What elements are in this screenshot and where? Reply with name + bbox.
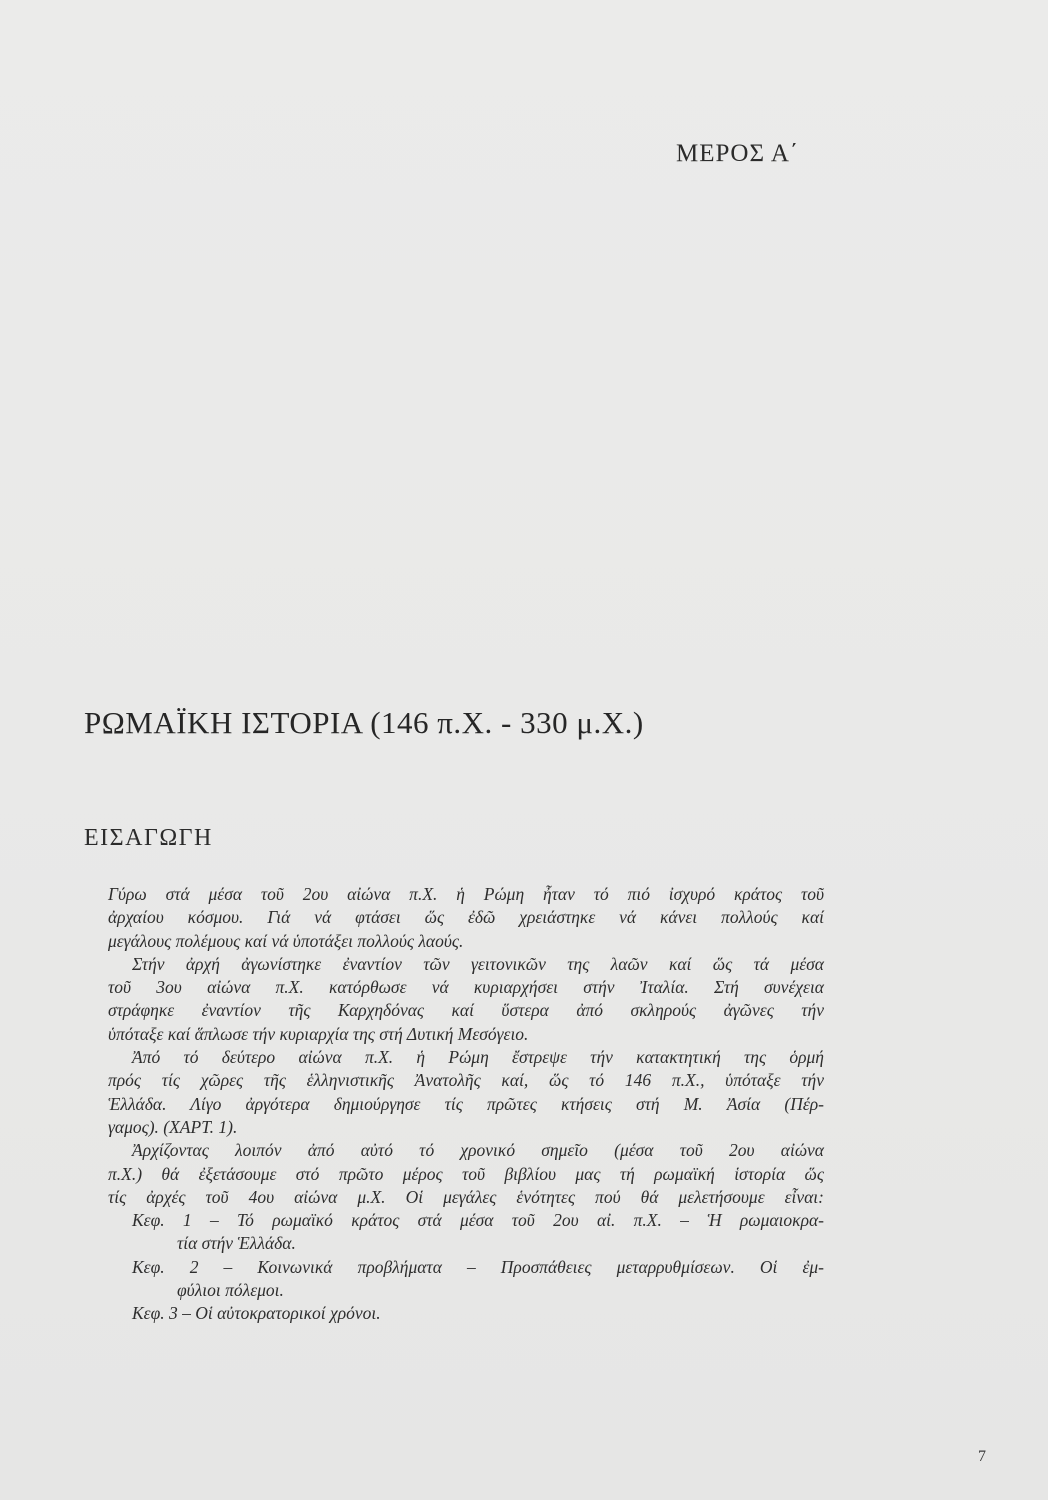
text-line: μεγάλους πολέμους καί νά ὑποτάξει πολλούς λαούς. [108, 930, 464, 951]
chapter-list-item-continuation: τία στήν Ἑλλάδα. [177, 1233, 296, 1254]
chapter-list-item: Κεφ. 1 – Τό ρωμαϊκό κράτος στά μέσα τοῦ 2ου αἰ. π.Χ. – Ἡ ρωμαιοκρα- [132, 1210, 824, 1231]
part-heading: ΜΕΡΟΣ Α΄ [676, 140, 800, 167]
chapter-list-item: Κεφ. 3 – Οἱ αὐτοκρατορικοί χρόνοι. [132, 1303, 381, 1324]
text-line: τίς ἀρχές τοῦ 4ου αἰώνα μ.Χ. Οἱ μεγάλες ἑνότητες πού θά μελετήσουμε εἶναι: [108, 1186, 824, 1207]
body-text [108, 883, 824, 1326]
chapter-list-item: Κεφ. 2 – Κοινωνικά προβλήματα – Προσπάθειες μεταρρυθμίσεων. Οἱ ἐμ- [132, 1256, 824, 1277]
text-line: Γύρω στά μέσα τοῦ 2ου αἰώνα π.Χ. ἡ Ρώμη ἦταν τό πιό ἰσχυρό κράτος τοῦ [108, 884, 824, 904]
section-heading: ΕΙΣΑΓΩΓΗ [84, 825, 213, 851]
text-line: Ἑλλάδα. Λίγο ἀργότερα δημιούργησε τίς πρῶτες κτήσεις στή Μ. Ἀσία (Πέρ- [108, 1093, 824, 1114]
text-line: στράφηκε ἐναντίον τῆς Καρχηδόνας καί ὕστερα ἀπό σκληρούς ἀγῶνες τήν [108, 1000, 824, 1021]
text-line: τοῦ 3ου αἰώνα π.Χ. κατόρθωσε νά κυριαρχήσει στήν Ἰταλία. Στή συνέχεια [108, 977, 824, 998]
chapter-title: ΡΩΜΑΪΚΗ ΙΣΤΟΡΙΑ (146 π.Χ. - 330 μ.Χ.) [84, 705, 644, 740]
chapter-list-item-continuation: φύλιοι πόλεμοι. [177, 1280, 284, 1301]
text-line: Στήν ἀρχή ἀγωνίστηκε ἐναντίον τῶν γειτονικῶν της λαῶν καί ὥς τά μέσα [132, 953, 824, 974]
page-number: 7 [978, 1448, 986, 1465]
text-line: ἀρχαίου κόσμου. Γιά νά φτάσει ὥς ἐδῶ χρειάστηκε νά κάνει πολλούς καί [108, 907, 824, 928]
text-line: π.Χ.) θά ἐξετάσουμε στό πρῶτο μέρος τοῦ βιβλίου μας τή ρωμαϊκή ἱστορία ὥς [108, 1163, 824, 1184]
text-line: ὑπόταξε καί ἅπλωσε τήν κυριαρχία της στή Δυτική Μεσόγειο. [108, 1023, 529, 1044]
text-line: γαμος). (ΧΑΡΤ. 1). [108, 1116, 238, 1137]
text-line: Ἀπό τό δεύτερο αἰώνα π.Χ. ἡ Ρώμη ἔστρεψε τήν κατακτητική της ὁρμή [132, 1047, 824, 1068]
text-line: πρός τίς χῶρες τῆς ἑλληνιστικῆς Ἀνατολῆς καί, ὥς τό 146 π.Χ., ὑπόταξε τήν [108, 1070, 824, 1091]
text-line: Ἀρχίζοντας λοιπόν ἀπό αὐτό τό χρονικό σημεῖο (μέσα τοῦ 2ου αἰώνα [132, 1140, 824, 1161]
